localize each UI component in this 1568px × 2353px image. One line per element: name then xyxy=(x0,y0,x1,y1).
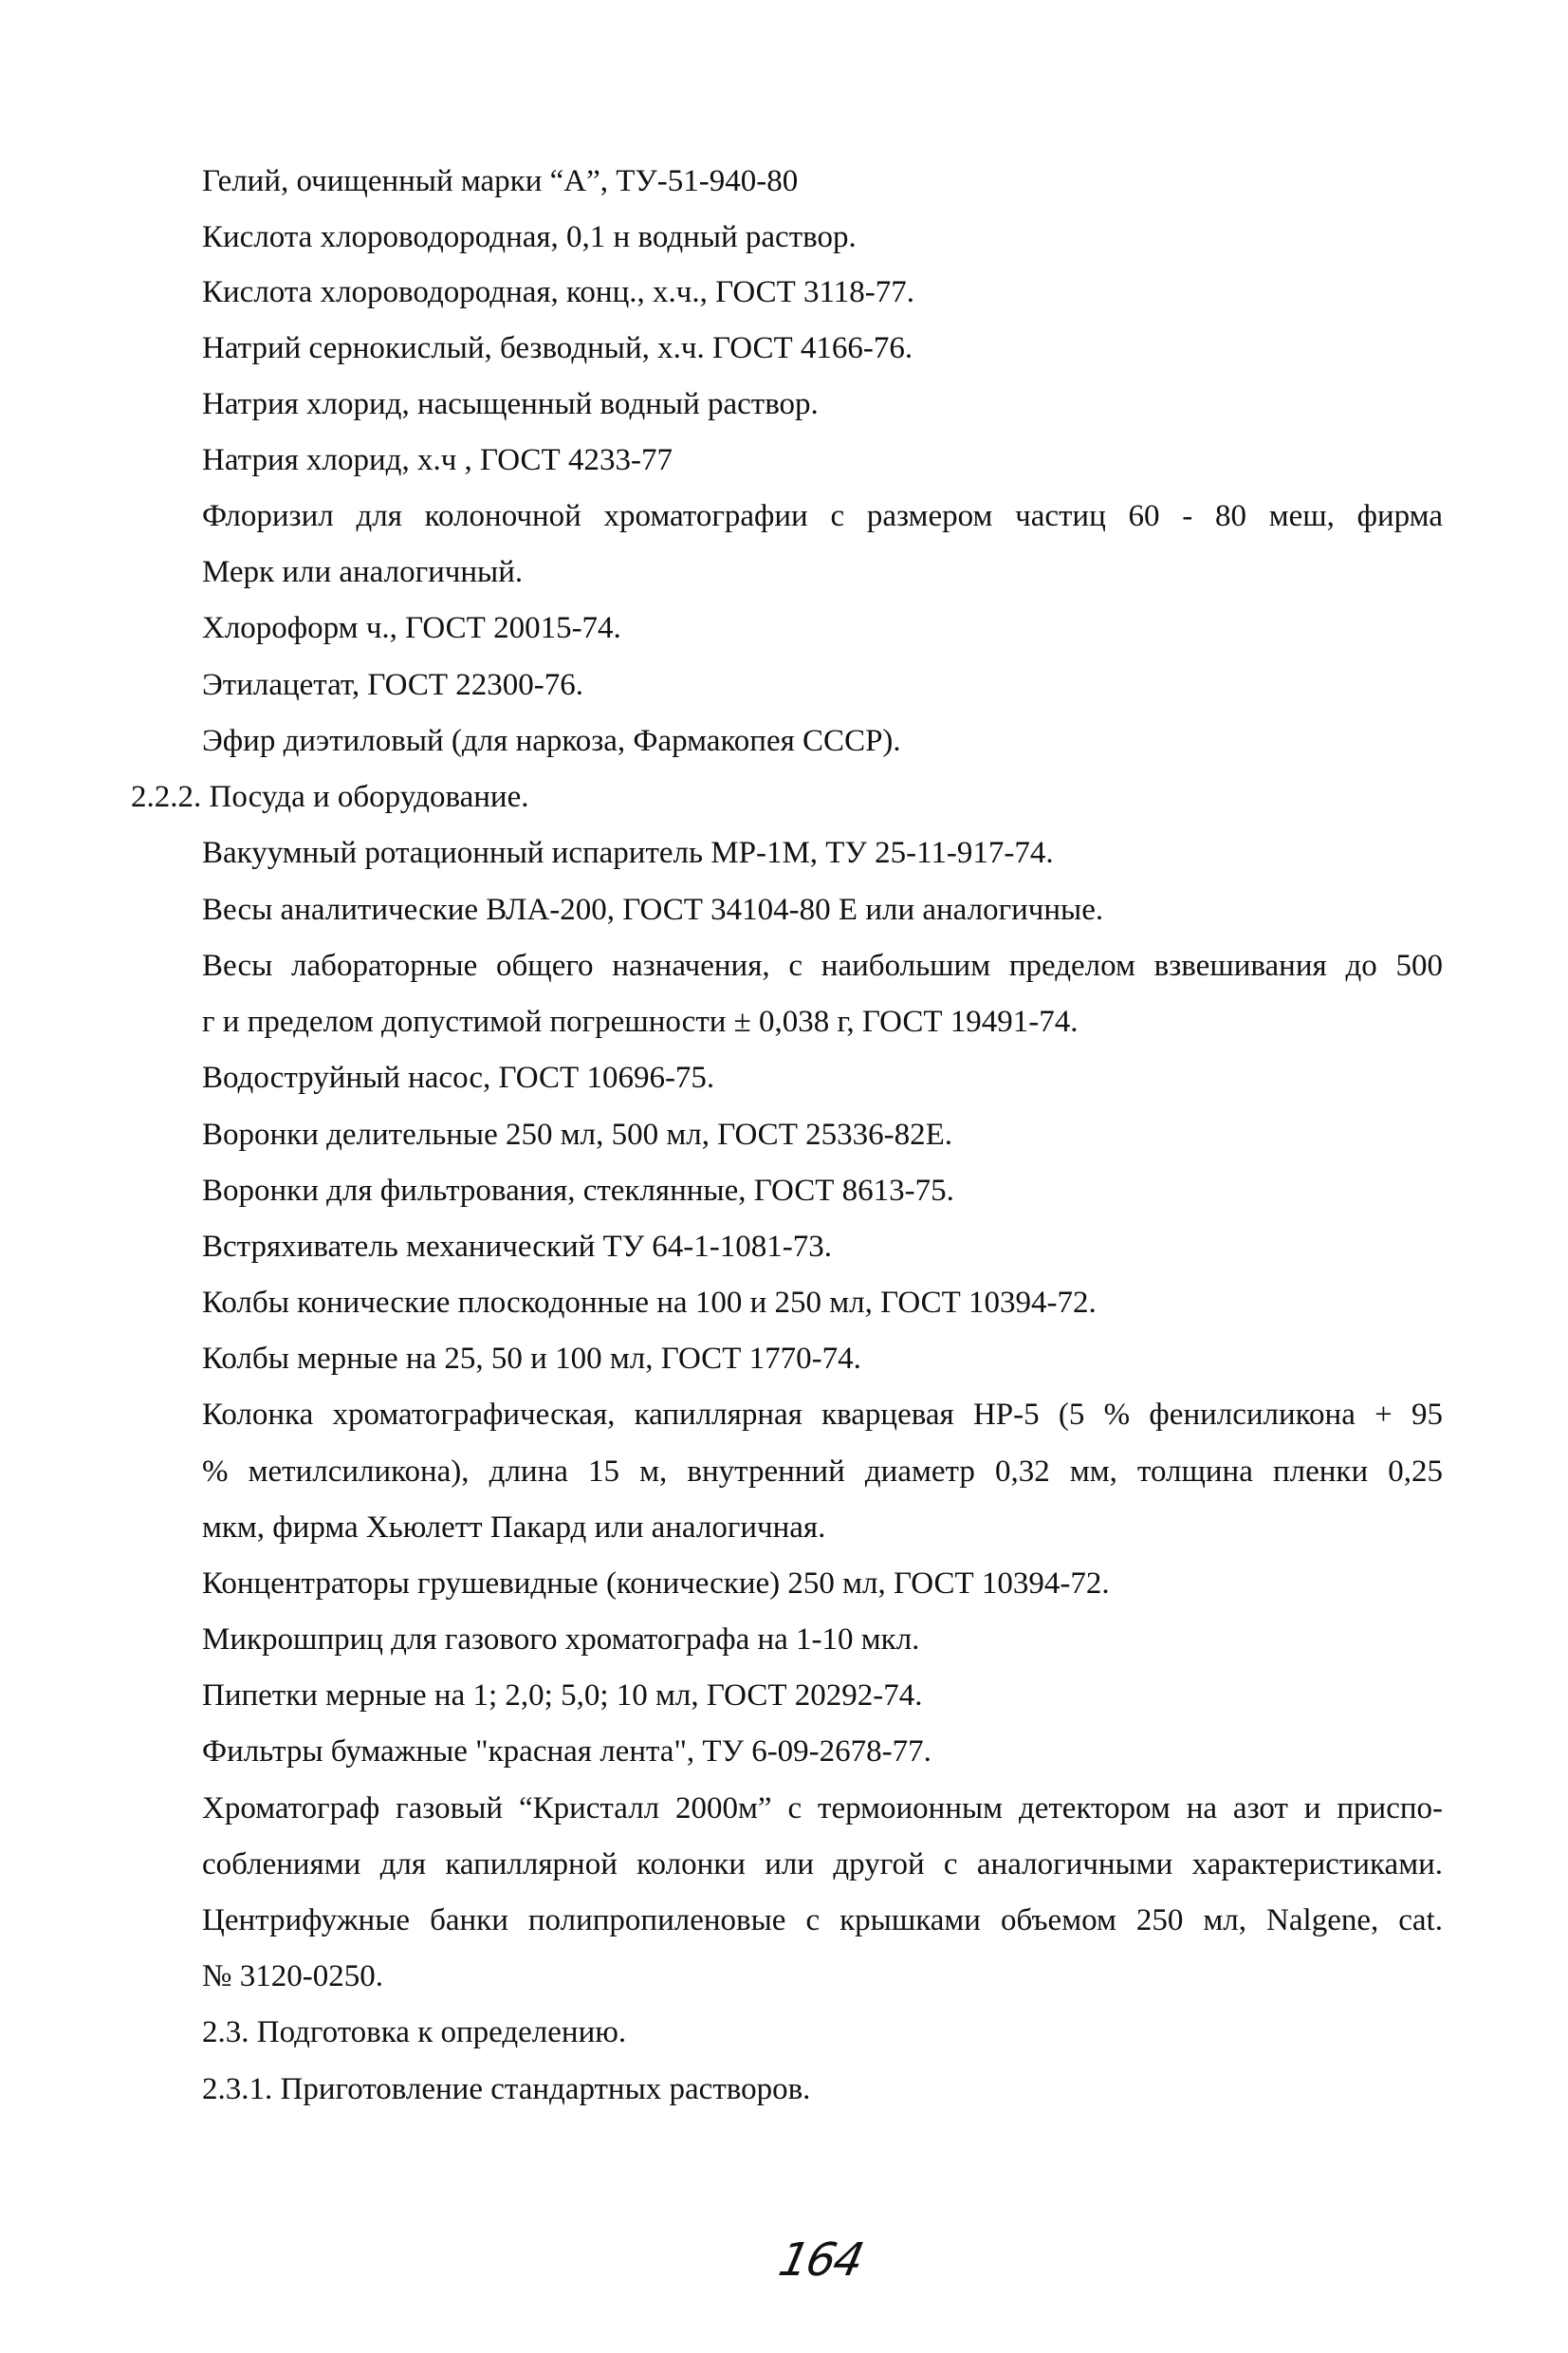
text-line-florisil: Флоризил для колоночной хроматографии с размером частиц 60 - 80 меш, фирма xyxy=(202,499,1443,533)
text-line-column-cont: % метилсиликона), длина 15 м, внутренний диаметр 0,32 мм, толщина пленки 0,25 xyxy=(202,1454,1443,1489)
text-line-chloroform: Хлороформ ч., ГОСТ 20015-74. xyxy=(202,611,621,645)
text-line-filter-funnels: Воронки для фильтрования, стеклянные, ГОСТ 8613-75. xyxy=(202,1174,954,1208)
text-line-hcl-conc: Кислота хлороводородная, конц., х.ч., ГОСТ 3118-77. xyxy=(202,275,915,309)
page-number: 164 xyxy=(774,2233,867,2287)
text-line-sodium-sulfate: Натрий сернокислый, безводный, х.ч. ГОСТ 4166-76. xyxy=(202,331,913,365)
text-line-chromatograph: Хроматограф газовый “Кристалл 2000м” с термоионным детектором на азот и приспо- xyxy=(202,1791,1443,1825)
text-line-rotary-evaporator: Вакуумный ротационный испаритель МР-1М, ТУ 25-11-917-74. xyxy=(202,836,1054,870)
section-heading-2-3-1: 2.3.1. Приготовление стандартных растворов. xyxy=(202,2072,811,2106)
text-line-column-end: мкм, фирма Хьюлетт Пакард или аналогичная. xyxy=(202,1510,826,1545)
text-line-chromatograph-cont: соблениями для капиллярной колонки или другой с аналогичными характеристиками. xyxy=(202,1847,1443,1881)
text-line-filters: Фильтры бумажные "красная лента", ТУ 6-09-2678-77. xyxy=(202,1734,932,1769)
text-line-microsyringe: Микрошприц для газового хроматографа на 1-10 мкл. xyxy=(202,1622,920,1657)
text-line-ether: Эфир диэтиловый (для наркоза, Фармакопея СССР). xyxy=(202,724,901,758)
text-line-ethyl-acetate: Этилацетат, ГОСТ 22300-76. xyxy=(202,668,583,702)
text-line-catalog-number: № 3120-0250. xyxy=(202,1959,383,1993)
section-heading-2-3: 2.3. Подготовка к определению. xyxy=(202,2015,627,2049)
text-line-concentrators: Концентраторы грушевидные (конические) 250 мл, ГОСТ 10394-72. xyxy=(202,1566,1110,1601)
text-line-nacl-saturated: Натрия хлорид, насыщенный водный раствор. xyxy=(202,387,819,421)
text-line-volumetric-flasks: Колбы мерные на 25, 50 и 100 мл, ГОСТ 1770-74. xyxy=(202,1342,861,1376)
text-line-lab-balance-cont: г и пределом допустимой погрешности ± 0,038 г, ГОСТ 19491-74. xyxy=(202,1005,1079,1039)
text-line-hcl-solution: Кислота хлороводородная, 0,1 н водный раствор. xyxy=(202,220,857,254)
text-line-analytical-balance: Весы аналитические ВЛА-200, ГОСТ 34104-80 Е или аналогичные. xyxy=(202,893,1104,927)
section-heading-2-2-2: 2.2.2. Посуда и оборудование. xyxy=(131,780,529,814)
text-line-separatory-funnels: Воронки делительные 250 мл, 500 мл, ГОСТ 25336-82Е. xyxy=(202,1118,953,1152)
text-line-column: Колонка хроматографическая, капиллярная кварцевая HP-5 (5 % фенилсиликона + 95 xyxy=(202,1398,1443,1432)
text-line-helium: Гелий, очищенный марки “А”, ТУ-51-940-80 xyxy=(202,164,799,198)
text-line-pipettes: Пипетки мерные на 1; 2,0; 5,0; 10 мл, ГОСТ 20292-74. xyxy=(202,1678,923,1713)
text-line-florisil-cont: Мерк или аналогичный. xyxy=(202,555,524,589)
text-line-shaker: Встряхиватель механический ТУ 64-1-1081-73. xyxy=(202,1230,833,1264)
text-line-conical-flasks: Колбы конические плоскодонные на 100 и 250 мл, ГОСТ 10394-72. xyxy=(202,1286,1097,1320)
text-line-water-pump: Водоструйный насос, ГОСТ 10696-75. xyxy=(202,1061,715,1095)
text-line-lab-balance: Весы лабораторные общего назначения, с наибольшим пределом взвешивания до 500 xyxy=(202,949,1443,983)
text-line-nacl: Натрия хлорид, х.ч , ГОСТ 4233-77 xyxy=(202,443,673,477)
text-line-centrifuge-jars: Центрифужные банки полипропиленовые с крышками объемом 250 мл, Nalgene, cat. xyxy=(202,1903,1443,1937)
